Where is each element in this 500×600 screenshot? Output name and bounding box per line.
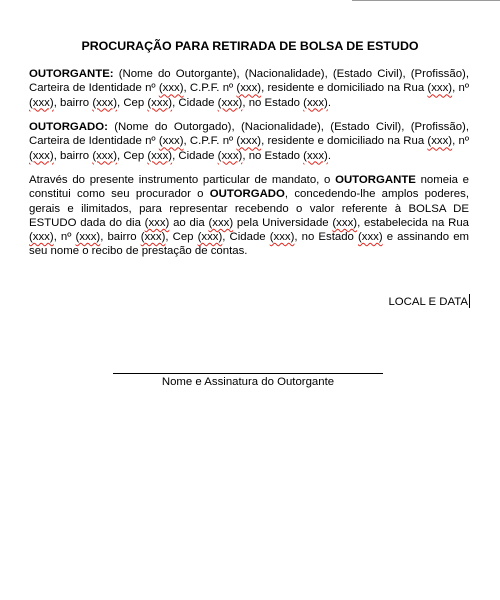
mandate-text-8: , bairro — [100, 231, 141, 244]
page-edge-divider — [352, 0, 500, 1]
outorgado-text-4: , nº — [452, 135, 470, 148]
placeholder-state: (xxx) — [303, 149, 328, 162]
placeholder-city: (xxx) — [269, 231, 295, 244]
placeholder-identity: (xxx) — [158, 82, 184, 95]
placeholder-district: (xxx) — [92, 149, 117, 162]
outorgante-text-7: , Cidade — [172, 96, 218, 109]
outorgante-text-8: , no Estado — [242, 96, 304, 109]
placeholder-end-date: (xxx) — [208, 216, 234, 229]
placeholder-district: (xxx) — [140, 231, 166, 244]
mandate-text-9: , Cep — [165, 231, 198, 244]
placeholder-cpf: (xxx) — [236, 82, 262, 95]
place-date-line[interactable] — [388, 294, 470, 309]
outorgado-text-3: , residente e domiciliado na Rua — [261, 135, 428, 148]
outorgante-text-9: . — [327, 96, 332, 109]
placeholder-district: (xxx) — [92, 96, 117, 109]
outorgado-text-6: , Cep — [117, 149, 148, 162]
mandate-text-3: , concedendo-lhe amplos poderes, gerais e ilimitados, para representar recebendo o valor referente à BOLSA DE ESTUDO dada do dia — [29, 188, 469, 229]
placeholder-identity: (xxx) — [158, 135, 184, 148]
outorgante-label: OUTORGANTE: — [29, 68, 114, 80]
outorgante-paragraph — [29, 67, 469, 110]
placeholder-city: (xxx) — [217, 96, 243, 109]
placeholder-number: (xxx) — [29, 96, 54, 109]
placeholder-number: (xxx) — [75, 231, 101, 244]
document-title: PROCURAÇÃO PARA RETIRADA DE BOLSA DE ESTUDO — [81, 39, 419, 53]
mandate-text-2: nomeia e constitui como seu procurador o — [29, 174, 469, 201]
placeholder-cep: (xxx) — [147, 96, 173, 109]
mandate-text-4: ao dia — [169, 216, 209, 229]
outorgado-text-9: . — [327, 149, 332, 162]
mandate-text-6: , estabelecida na Rua — [357, 216, 469, 229]
mandate-outorgante-bold: OUTORGANTE — [335, 174, 416, 186]
placeholder-cep: (xxx) — [197, 231, 223, 244]
signature-label: Nome e Assinatura do Outorgante — [161, 376, 335, 388]
outorgado-text-1: (Nome do Outorgado), (Nacionalidade), (Estado Civil), (Profissão), Carteira de Identidade nº — [29, 121, 469, 148]
outorgante-text-2: , C.P.F. nº — [183, 82, 237, 95]
placeholder-state: (xxx) — [303, 96, 328, 109]
outorgado-text-5: , bairro — [53, 149, 93, 162]
mandate-text-12: e assinando em seu nome o recibo de prestação de contas. — [29, 231, 470, 258]
mandate-text-10: , Cidade — [222, 231, 270, 244]
outorgado-text-7: , Cidade — [172, 149, 218, 162]
outorgante-text-5: , bairro — [53, 96, 93, 109]
mandate-text-11: , no Estado — [294, 231, 358, 244]
signature-line — [113, 373, 383, 374]
text-cursor — [469, 294, 470, 308]
outorgado-paragraph — [29, 120, 469, 163]
outorgante-text-3: , residente e domiciliado na Rua — [261, 82, 428, 95]
outorgante-text-4: , nº — [452, 82, 470, 95]
outorgado-text-8: , no Estado — [242, 149, 304, 162]
outorgante-text-6: , Cep — [117, 96, 148, 109]
mandate-paragraph — [29, 173, 469, 259]
placeholder-cpf: (xxx) — [236, 135, 262, 148]
placeholder-cep: (xxx) — [147, 149, 173, 162]
mandate-text-1: Através do presente instrumento particular de mandato, o — [29, 174, 336, 186]
placeholder-street: (xxx) — [29, 231, 54, 244]
placeholder-state: (xxx) — [357, 231, 383, 244]
placeholder-university: (xxx) — [332, 216, 358, 229]
placeholder-street: (xxx) — [427, 135, 453, 148]
placeholder-city: (xxx) — [217, 149, 243, 162]
place-date-text: LOCAL E DATA — [388, 296, 468, 308]
outorgado-label: OUTORGADO: — [29, 121, 108, 133]
placeholder-number: (xxx) — [29, 149, 54, 162]
mandate-text-5: pela Universidade — [233, 216, 333, 229]
placeholder-street: (xxx) — [427, 82, 453, 95]
outorgado-text-2: , C.P.F. nº — [183, 135, 237, 148]
mandate-outorgado-bold: OUTORGADO — [209, 188, 285, 201]
mandate-text-7: , nº — [53, 231, 76, 244]
outorgante-text-1: (Nome do Outorgante), (Nacionalidade), (Estado Civil), (Profissão), Carteira de Identidade nº — [29, 68, 469, 95]
placeholder-start-date: (xxx) — [144, 216, 170, 229]
